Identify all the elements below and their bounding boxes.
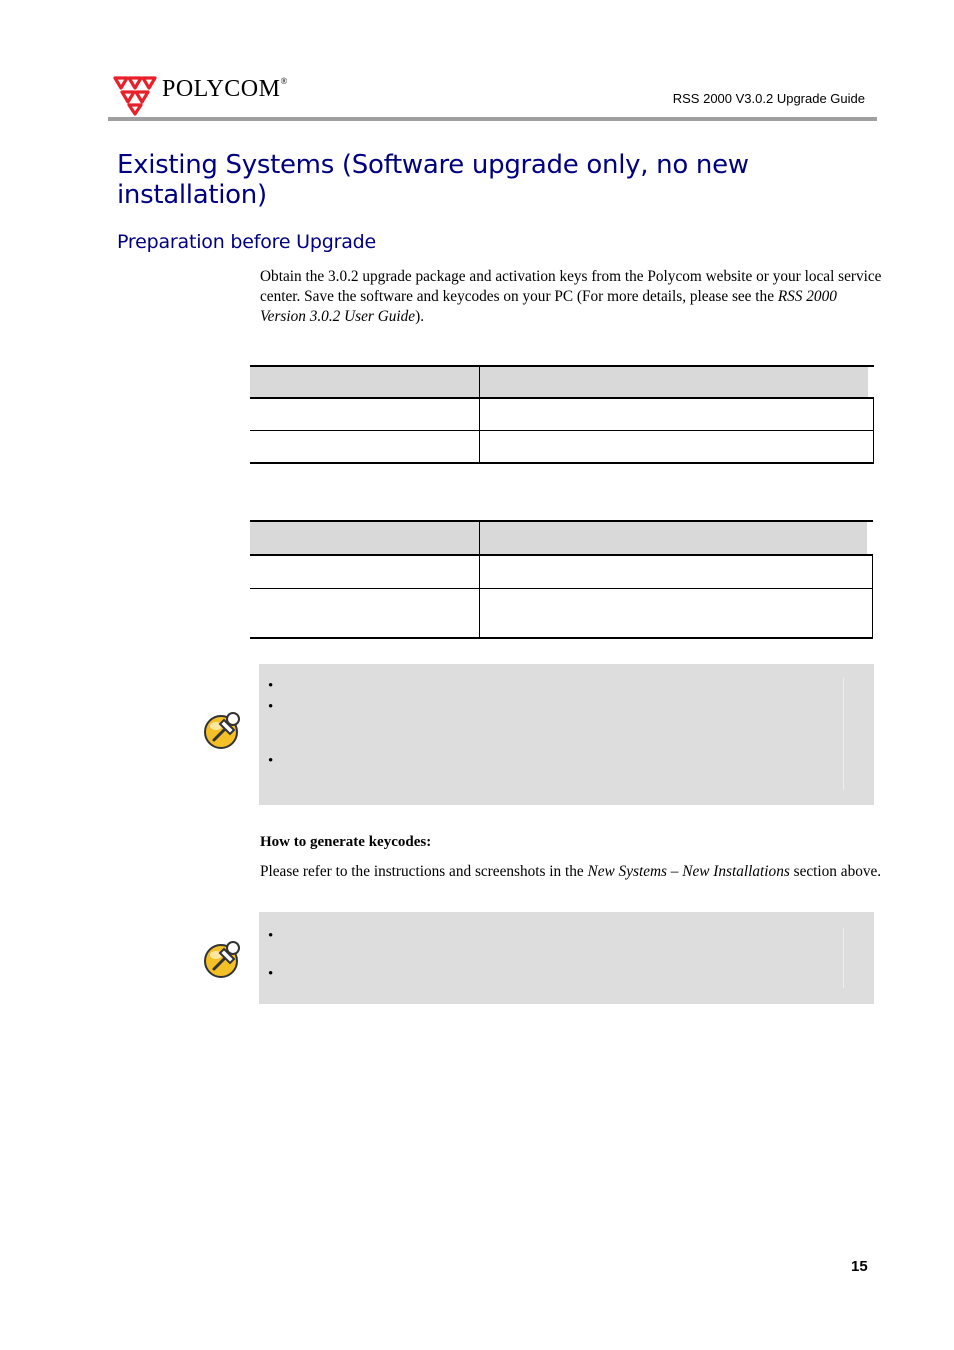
- logo-wordmark: POLYCOM: [162, 76, 281, 102]
- user-guide-reference: RSS 2000 Version 3.0.2 User Guide: [260, 288, 837, 325]
- note-bullet: •: [268, 699, 274, 715]
- table-header-cell: [480, 367, 874, 397]
- table-row: [250, 589, 873, 639]
- table-cell: [480, 399, 874, 430]
- keycodes-paragraph: Please refer to the instructions and screenshots in the New Systems – New Installations section above.: [260, 863, 882, 880]
- page-number: 15: [851, 1258, 868, 1275]
- section-heading: Preparation before Upgrade: [117, 231, 377, 253]
- upgrade-table-2: [250, 520, 873, 639]
- note-bullet: •: [268, 966, 274, 982]
- pushpin-note-icon: [200, 708, 246, 754]
- table-row: [250, 399, 874, 431]
- polycom-triangles-icon: [112, 72, 158, 116]
- table-cell: [250, 556, 480, 588]
- table-header-cell: [250, 367, 480, 397]
- keycodes-heading: How to generate keycodes:: [260, 834, 432, 850]
- intro-paragraph: Obtain the 3.0.2 upgrade package and activation keys from the Polycom website or your local service center. Save the software and keycodes on your PC (For more details, please see the RSS 2000 Version 3.0.2 User Guide).: [260, 268, 882, 325]
- table-header-cell: [480, 522, 873, 554]
- registered-mark: ®: [280, 76, 288, 86]
- table-cell: [250, 589, 480, 637]
- table-row: [250, 556, 873, 589]
- note-box: [259, 912, 874, 1004]
- table-cell: [250, 399, 480, 430]
- note-box: [259, 664, 874, 805]
- table-cell: [250, 431, 480, 462]
- page-title: [117, 150, 837, 210]
- table-row: [250, 431, 874, 464]
- pushpin-note-icon: [200, 937, 246, 983]
- note-bullet: •: [268, 678, 274, 694]
- upgrade-table-1: [250, 365, 874, 464]
- page-title-line1: Existing Systems (Software upgrade only, no new: [117, 150, 749, 180]
- table-header-cell: [250, 522, 480, 554]
- table-cell: [480, 556, 873, 588]
- table-header-row: [250, 520, 873, 556]
- page-title-line2: installation): [117, 180, 267, 210]
- table-header-row: [250, 365, 874, 399]
- table-cell: [480, 589, 873, 637]
- table-cell: [480, 431, 874, 462]
- document-title: RSS 2000 V3.0.2 Upgrade Guide: [672, 91, 865, 106]
- note-bullet: •: [268, 753, 274, 769]
- section-reference: New Systems – New Installations: [587, 863, 790, 880]
- header-rule: [108, 117, 877, 121]
- note-bullet: •: [268, 928, 274, 944]
- polycom-logo: [112, 72, 302, 116]
